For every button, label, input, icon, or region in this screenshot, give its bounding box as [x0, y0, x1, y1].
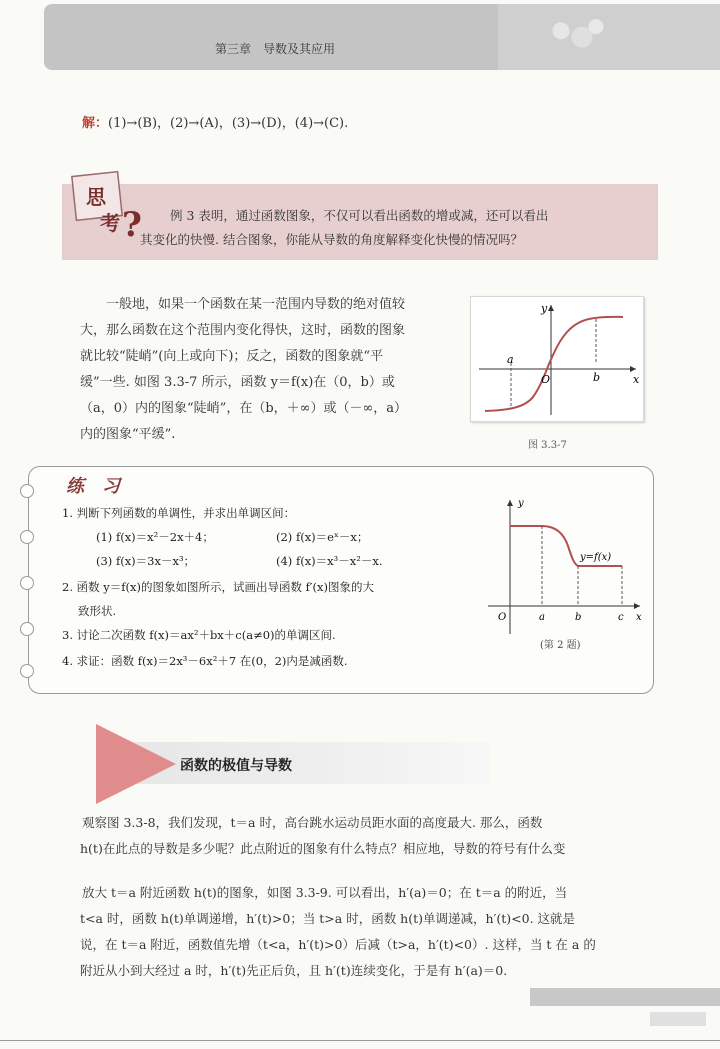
body-p2-line-2: t<a 时，函数 h(t)单调递增，h′(t)>0；当 t>a 时，函数 h(t)单调递减，h′(t)<0. 这就是 — [80, 911, 576, 926]
figq2-fx-label: y=f(x) — [580, 552, 612, 563]
figure-3-3-7-graph — [471, 297, 643, 421]
body-paragraph-2 — [80, 880, 660, 984]
svg-text:?: ? — [122, 205, 142, 245]
answer-line — [82, 112, 348, 131]
figure-q2-graph — [484, 494, 646, 654]
footer-page-marker — [650, 1012, 706, 1026]
think-text — [140, 204, 640, 252]
think-badge-top: 思 — [86, 185, 106, 209]
figq2-x-label: x — [636, 612, 642, 623]
intro-paragraph — [80, 292, 450, 448]
figure-3-3-7 — [470, 296, 644, 422]
think-badge-bottom: 考 — [100, 211, 120, 235]
figq2-origin-label: O — [498, 612, 507, 623]
intro-line-5: （a，0）内的图象“陡峭”，在（b，＋∞）或（－∞，a） — [80, 401, 408, 416]
footer-rule — [0, 1040, 720, 1041]
exercise-q3: 3. 讨论二次函数 f(x)＝ax²＋bx＋c(a≠0)的单调区间. — [62, 628, 336, 642]
exercise-q1-3: (3) f(x)＝3x－x³； — [96, 554, 196, 568]
binder-ring — [20, 576, 34, 590]
header-decoration — [540, 14, 610, 56]
footer-band — [530, 988, 720, 1006]
chapter-header-band — [44, 4, 498, 70]
chapter-title: 第三章 导数及其应用 — [215, 42, 336, 56]
fig337-y-label: y — [541, 302, 548, 315]
think-badge-icon — [70, 170, 148, 246]
exercise-q4: 4. 求证：函数 f(x)＝2x³－6x²＋7 在(0，2)内是减函数. — [62, 654, 348, 668]
answer-prefix: 解： — [82, 116, 109, 131]
intro-line-4: 缓”一些. 如图 3.3-7 所示，函数 y＝f(x)在（0，b）或 — [80, 375, 395, 390]
section-title: 函数的极值与导数 — [180, 758, 292, 774]
body-p1-line-1: 观察图 3.3-8，我们发现，t＝a 时，高台跳水运动员距水面的高度最大. 那么，函数 — [82, 815, 543, 830]
body-p1-line-2: h(t)在此点的导数是多少呢？此点附近的图象有什么特点？相应地，导数的符号有什么变 — [80, 841, 566, 856]
exercise-q1-1: (1) f(x)＝x²－2x＋4； — [96, 530, 214, 544]
binder-ring — [20, 530, 34, 544]
exercise-title: 练 习 — [66, 476, 120, 497]
exercise-q2-line-1: 2. 函数 y＝f(x)的图象如图所示，试画出导函数 f′(x)图象的大 — [62, 580, 374, 594]
intro-line-3: 就比较“陡峭”(向上或向下)；反之，函数的图象就“平 — [80, 349, 384, 364]
think-line-2: 其变化的快慢. 结合图象，你能从导数的角度解释变化快慢的情况吗？ — [140, 232, 523, 247]
exercise-q1-4: (4) f(x)＝x³－x²－x. — [276, 554, 383, 568]
section-heading-arrow-icon — [96, 724, 176, 804]
intro-line-6: 内的图象“平缓”. — [80, 427, 176, 442]
answer-text: (1)→(B)，(2)→(A)，(3)→(D)，(4)→(C). — [108, 116, 349, 131]
binder-ring — [20, 484, 34, 498]
fig337-b-label: b — [593, 371, 601, 384]
body-p2-line-3: 说，在 t＝a 附近，函数值先增（t<a，h′(t)>0）后减（t>a，h′(t)<0）. 这样，当 t 在 a 的 — [80, 937, 596, 952]
figure-3-3-7-caption: 图 3.3-7 — [528, 440, 567, 451]
exercise-q2-line-2: 致形状. — [78, 604, 117, 618]
body-p2-line-4: 附近从小到大经过 a 时，h′(t)先正后负，且 h′(t)连续变化，于是有 h′(a)＝0. — [80, 963, 508, 978]
figq2-y-label: y — [518, 498, 524, 509]
intro-line-1: 一般地，如果一个函数在某一范围内导数的绝对值较 — [106, 297, 406, 312]
body-p2-line-1: 放大 t＝a 附近函数 h(t)的图象，如图 3.3-9. 可以看出，h′(a)＝0；在 t＝a 的附近，当 — [82, 885, 568, 900]
figq2-caption: (第 2 题) — [540, 640, 581, 651]
fig337-a-label: a — [507, 353, 514, 366]
figq2-b-label: b — [575, 612, 582, 623]
exercise-q1-2: (2) f(x)＝eˣ－x； — [276, 530, 369, 544]
body-paragraph-1 — [80, 810, 660, 862]
think-line-1: 例 3 表明，通过函数图象，不仅可以看出函数的增或减，还可以看出 — [170, 208, 549, 223]
intro-line-2: 大，那么函数在这个范围内变化得快，这时，函数的图象 — [80, 323, 406, 338]
exercise-q1: 1. 判断下列函数的单调性，并求出单调区间： — [62, 506, 296, 520]
binder-ring — [20, 664, 34, 678]
fig337-origin-label: O — [541, 373, 551, 386]
figq2-c-label: c — [618, 612, 624, 623]
binder-ring — [20, 622, 34, 636]
figq2-a-label: a — [539, 612, 545, 623]
fig337-x-label: x — [633, 373, 640, 386]
